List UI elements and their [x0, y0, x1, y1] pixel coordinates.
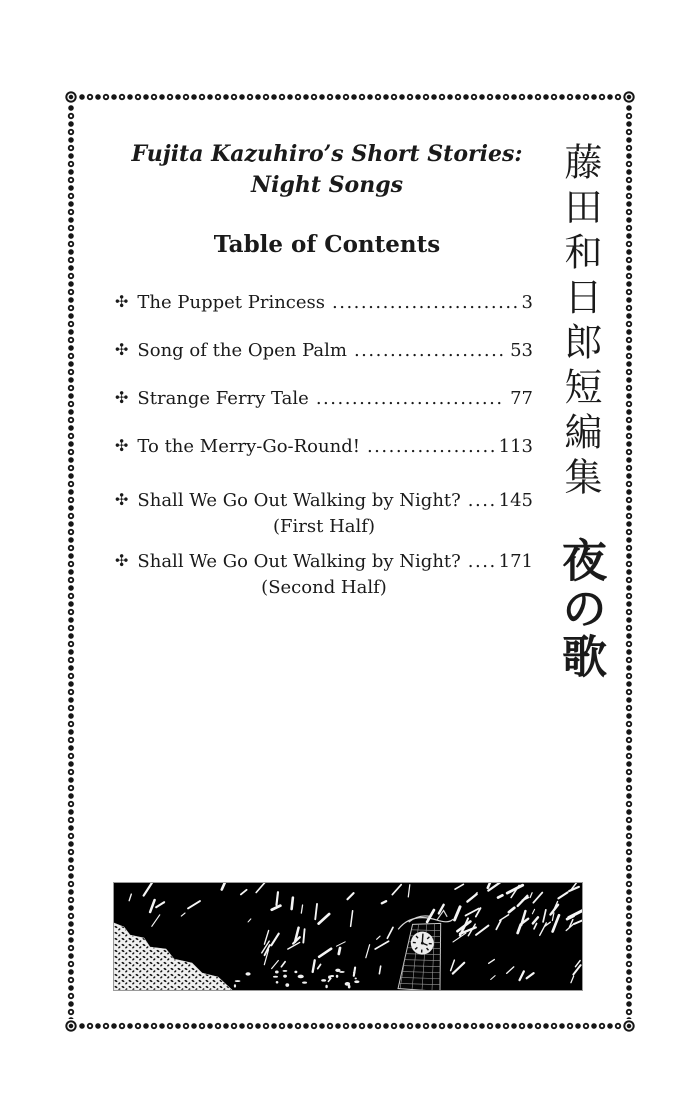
border-corner-icon	[622, 1019, 636, 1033]
header	[107, 139, 547, 260]
toc-entry-page-number: 77	[510, 388, 533, 409]
border-top-band	[78, 90, 622, 104]
toc-entry-title: The Puppet Princess	[137, 292, 326, 313]
toc-entry-title: Strange Ferry Tale	[137, 388, 309, 409]
cross-bullet-icon: ✣	[115, 340, 129, 359]
border-corner-icon	[64, 1019, 78, 1033]
toc-list	[115, 290, 533, 623]
night-illustration-panel	[114, 883, 582, 990]
japanese-series-title: 藤田和日郎短編集	[558, 142, 602, 502]
dot-leader	[316, 386, 505, 411]
border-corner-icon	[64, 90, 78, 104]
cross-bullet-icon: ✣	[115, 551, 129, 570]
series-title-line2: Night Songs	[251, 172, 403, 198]
toc-entry	[115, 338, 533, 363]
dot-leader	[354, 338, 505, 363]
dot-leader	[468, 549, 494, 574]
toc-heading: Table of Contents	[213, 231, 441, 258]
toc-entry	[115, 488, 533, 539]
toc-entry	[115, 434, 533, 459]
toc-entry-page-number: 171	[498, 551, 533, 572]
toc-entry-title: To the Merry-Go-Round!	[137, 436, 360, 457]
toc-entry-title: Shall We Go Out Walking by Night?	[137, 490, 461, 511]
cross-bullet-icon: ✣	[115, 490, 129, 509]
toc-entry-title: Song of the Open Palm	[137, 340, 347, 361]
cross-bullet-icon: ✣	[115, 388, 129, 407]
series-title-line1: Fujita Kazuhiro’s Short Stories:	[131, 141, 523, 167]
border-right-band	[622, 104, 636, 1019]
dot-leader	[468, 488, 494, 513]
cross-bullet-icon: ✣	[115, 292, 129, 311]
night-illustration	[114, 883, 582, 990]
toc-entry-page-number: 145	[498, 490, 533, 511]
dot-leader	[332, 290, 517, 315]
toc-entry	[115, 290, 533, 315]
japanese-vertical-title	[548, 142, 612, 702]
japanese-volume-title: 夜の歌	[554, 537, 607, 681]
dot-leader	[367, 434, 494, 459]
toc-entry	[115, 549, 533, 600]
toc-entry-subtitle: (Second Half)	[261, 577, 387, 598]
toc-entry	[115, 386, 533, 411]
toc-entry-page-number: 53	[510, 340, 533, 361]
toc-entry-title: Shall We Go Out Walking by Night?	[137, 551, 461, 572]
toc-entry-page-number: 3	[521, 292, 533, 313]
border-left-band	[64, 104, 78, 1019]
toc-entry-page-number: 113	[498, 436, 533, 457]
toc-entry-subtitle: (First Half)	[273, 516, 375, 537]
cross-bullet-icon: ✣	[115, 436, 129, 455]
border-bottom-band	[78, 1019, 622, 1033]
border-corner-icon	[622, 90, 636, 104]
